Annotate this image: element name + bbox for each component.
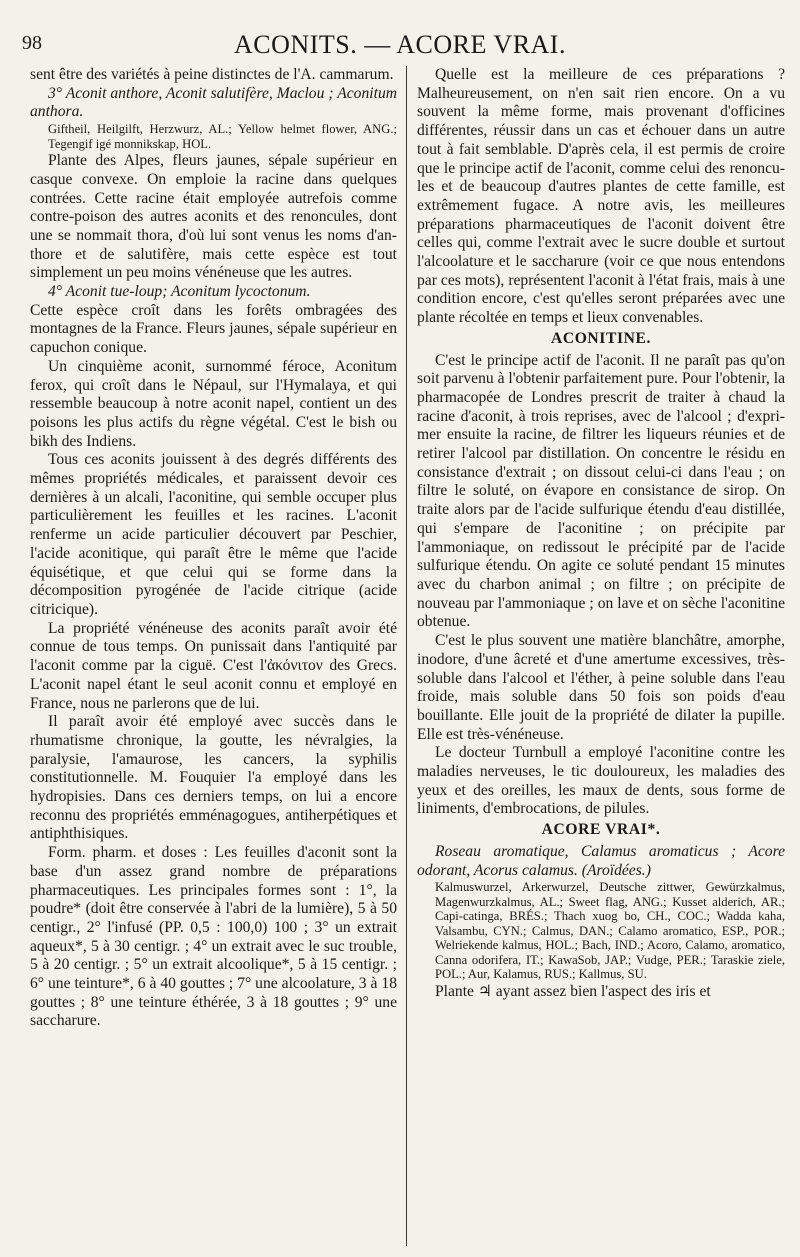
paragraph: Le docteur Turnbull a employé l'aconitine contre les maladies nerveuses, le tic douloureux, les maladies des yeux et des oreilles, les maux de dents, sous forme de liniments, d'embrocations, de pilules. [417, 744, 785, 818]
page-number: 98 [22, 32, 42, 54]
paragraph: Un cinquième aconit, surnommé féroce, Aconitum ferox, qui croît dans le Népaul, sur l'Hymalaya, et qui ressemble beaucoup à notre aconit napel, contient un des poisons les plus actifs du règne végétal. C'est le bish ou bikh des Indiens. [30, 357, 397, 450]
paragraph: Cette espèce croît dans les forêts ombragées des montagnes de la France. Fleurs jaunes, sépale supérieur en capuchon conique. [30, 301, 397, 357]
right-column [417, 66, 785, 1246]
running-head: ACONITS. — ACORE VRAI. [234, 30, 566, 59]
paragraph: Form. pharm. et doses : Les feuilles d'aconit sont la base d'un assez grand nombre de préparations pharmaceutiques. Les principales formes sont : 1°, la poudre* (doit être conservée à l'abri de la lumière), 5 à 50 centigr., 2° l'infusé (PP. 0,5 : 100,0) 100 ; 3° un extrait aqueux*, 5 à 30 centigr. ; 4° un extrait avec le suc trouble, 5 à 20 centigr. ; 5° un extrait alcoolique*, 5 à 15 centigr. ; 6° une teinture*, 6 à 40 gouttes ; 7° une alcoolature, 3 à 18 gouttes ; 8° une teinture éthérée, 3 à 18 gouttes ; 9° une saccharure. [30, 844, 397, 1030]
page-header [0, 30, 800, 60]
entry-name: Roseau aromatique, Calamus aromaticus ; Acore odorant, Acorus calamus. (Aroïdées.) [417, 842, 785, 879]
entry-name: 3° Aconit anthore, Aconit salutifère, Maclou ; Aconitum anthora. [30, 84, 397, 121]
paragraph: Plante ♃ ayant assez bien l'aspect des iris et [435, 982, 711, 1000]
synonyms: Giftheil, Heilgilft, Herzwurz, AL.; Yellow helmet flower, ANG.; Tegengif igé monnikskap, HOL. [48, 122, 397, 151]
paragraph: C'est le principe actif de l'aconit. Il ne paraît pas qu'on soit parvenu à l'obtenir parfaitement pure. Pour l'obtenir, la pharmacopée de Londres prescrit de traiter à chaud la racine d'aconit, à trois reprises, avec de l'alcool ; d'exprimer ensuite la racine, de filtrer les liqueurs réunies et de retirer l'alcool par distillation. On concentre le résidu en consistance d'extrait ; on dissout celui-ci dans l'eau ; on filtre le soluté, on évapore en consistance de sirop. On traite alors par de l'acide sulfurique étendu d'eau distillée, qui s'empare de l'aconitine ; on précipite par l'ammoniaque, on redissout le précipité par de l'acide sulfurique étendu. On agite ce soluté pendant 15 minutes avec du charbon animal ; on filtre ; on précipite de nouveau par l'ammoniaque ; on lave et on sèche l'aconitine obtenue. [417, 351, 785, 631]
section-title-acore: ACORE VRAI*. [541, 821, 661, 839]
left-column [30, 66, 397, 1246]
section-title-aconitine: ACONITINE. [550, 329, 651, 347]
paragraph: Plante des Alpes, fleurs jaunes, sépale supérieur en casque convexe. On emploie la racine dans quelques contrées. Cette racine était employée autrefois comme contre-poison des autres aconits et des renoncules, dont une se nommait thora, d'où lui sont venus les noms d'anthore et de salutifère, mais cette espèce est tout simplement un peu moins vénéneuse que les autres. [30, 152, 397, 282]
column-divider [406, 66, 407, 1246]
paragraph: Quelle est la meilleure de ces préparations ? Malheureusement, on n'en sait rien encore. On a vu souvent la même forme, mais provenant d'officines différentes, réussir dans un cas et échouer dans un autre tout à fait semblable. D'après cela, il est permis de croire que le principe actif de l'aconit, comme celui des renoncules et de beaucoup d'autres plantes de cette famille, est extrêmement fugace. A notre avis, les meilleures préparations pharmaceutiques de l'aconit doivent être celles qui, comme l'extrait avec le sucre double et surtout l'alcoolature et le saccharure (voir ce que nous entendons par ces mots), représentent l'aconit à l'état frais, mais à une condition encore, c'est qu'elles seront préparées avec une plante récoltée en temps et lieux convenables. [417, 66, 785, 327]
paragraph: C'est le plus souvent une matière blanchâtre, amorphe, inodore, d'une âcreté et d'une amertume excessives, très-soluble dans l'alcool et l'éther, à peine soluble dans l'eau froide, mais soluble dans 50 fois son poids d'eau bouillante. Elle jouit de la propriété de dilater la pupille. Elle est très-vénéneuse. [417, 632, 785, 743]
paragraph: Il paraît avoir été employé avec succès dans le rhumatisme chronique, la goutte, les névralgies, la paralysie, l'amaurose, les cancers, la syphilis constitutionnelle. M. Fouquier l'a employé dans les hydropisies. Dans ces derniers temps, on lui a encore reconnu des propriétés emménagogues, antiherpétiques et antiphthisiques. [30, 713, 397, 843]
paragraph: sent être des variétés à peine distinctes de l'A. cammarum. [30, 66, 394, 83]
paragraph: Tous ces aconits jouissent à des degrés différents des mêmes propriétés médicales, et paraissent devoir ces dernières à un alcali, l'aconitine, qui semble occuper plus particulièrement les feuilles et les racines. L'aconit renferme un acide particulier découvert par Peschier, l'acide aconitique, qui paraît être le même que l'acide équisétique, et que celui qui se forme dans la décomposition pyrogénée de l'acide citrique (acide citricique). [30, 451, 397, 618]
paragraph: La propriété vénéneuse des aconits paraît avoir été connue de tous temps. On punissait dans l'antiquité par l'aconit comme par la ciguë. C'est l'ἀκόνιτον des Grecs. L'aconit napel étant le seul aconit connu et employé en France, nous ne parlerons que de lui. [30, 619, 397, 712]
synonyms: Kalmuswurzel, Arkerwurzel, Deutsche zittwer, Gewürzkalmus, Magenwurzkalmus, AL.; Sweet flag, ANG.; Kusset alderich, AR.; Capi-catinga, BRÉS.; Thach xuog bo, CH., COC.; Wadda kaha, Valsambu, CYN.; Calmus, DAN.; Calamo aromatico, ESP., POR.; Welriekende kalmus, HOL.; Bach, IND.; Acoro, Calamo, aromatico, Canna odorifera, IT.; KawaSob, JAP.; Vudge, PER.; Taraskie ziele, POL.; Aur, Kalamus, RUS.; Kallmus, SU. [435, 880, 785, 982]
entry-name: 4° Aconit tue-loup; Aconitum lycoctonum. [48, 283, 311, 301]
